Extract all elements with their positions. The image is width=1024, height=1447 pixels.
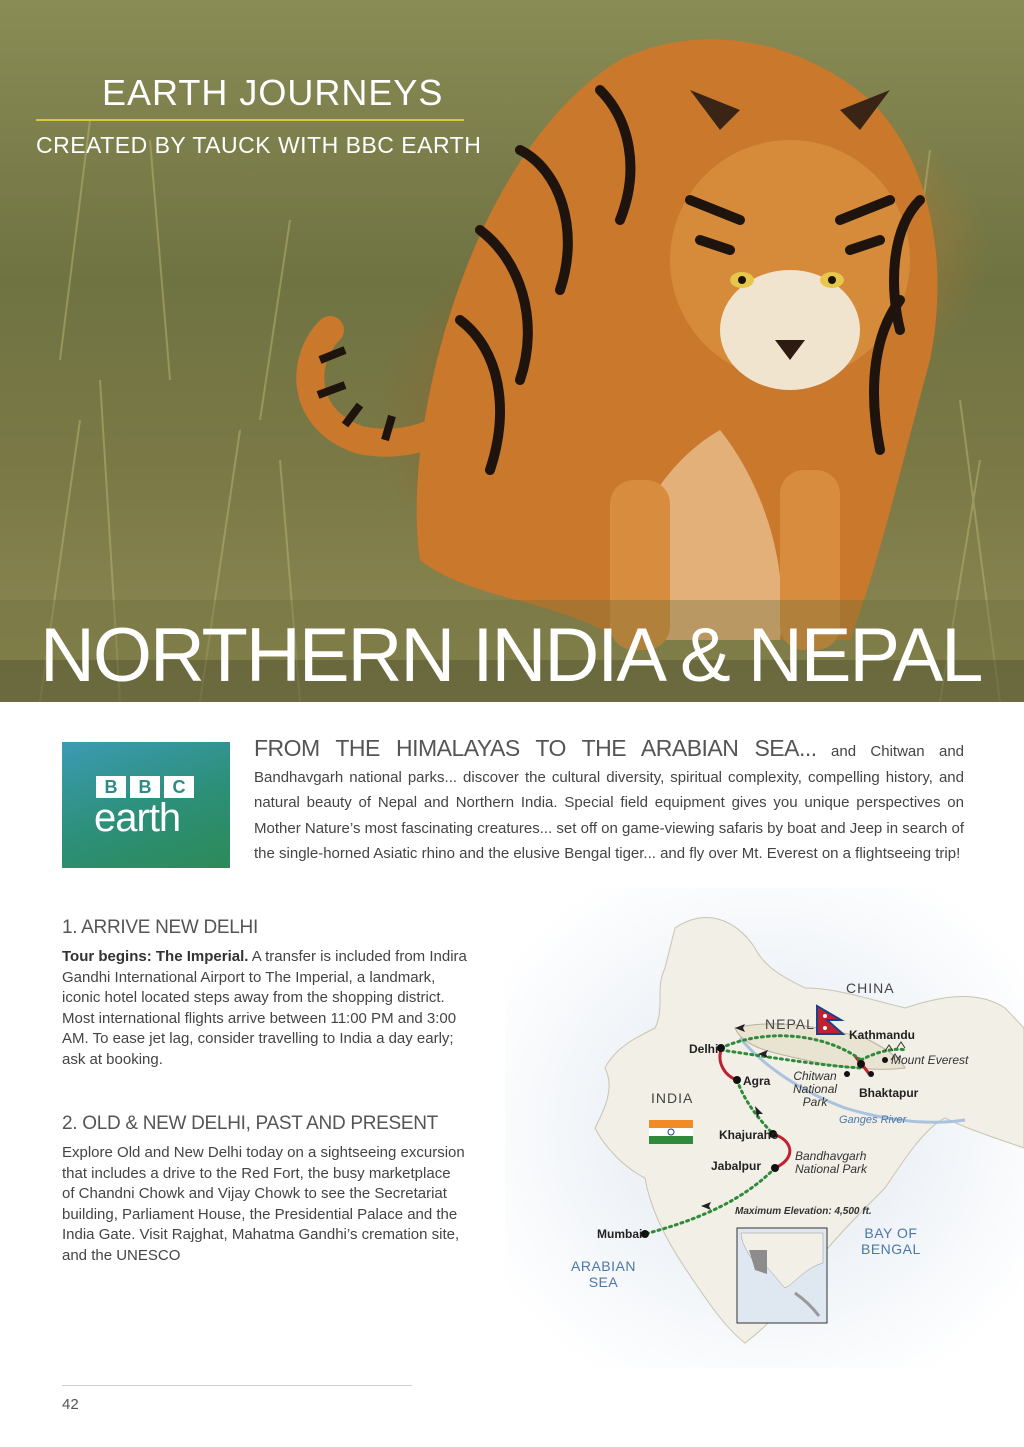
label-india: INDIA	[651, 1090, 694, 1106]
bbc-block-c: C	[164, 776, 194, 798]
kathmandu-marker	[857, 1060, 865, 1068]
page-title: NORTHERN INDIA & NEPAL	[40, 613, 982, 698]
bbc-block-b1: B	[96, 776, 126, 798]
day-1-title: 1. ARRIVE NEW DELHI	[62, 917, 258, 938]
bhaktapur-marker	[868, 1071, 874, 1077]
label-arabian-sea	[571, 1258, 636, 1290]
bengal-line-2: BENGAL	[861, 1241, 921, 1257]
route-map	[505, 888, 1024, 1368]
chitwan-marker	[844, 1071, 850, 1077]
hero-image	[0, 0, 1024, 702]
intro-body: and Chitwan and Bandhavgarh national parks... discover the cultural diversity, spiritual complexity, compelling history, and natural beauty of Nepal and Northern India. Special field equipment gives you unique perspectives on Mother Nature’s most fascinating creatures... set off on game-viewing safaris by boat and Jeep in search of the single-horned Asiatic rhino and the elusive Bengal tiger... and fly over Mt. Everest on a flightseeing trip!	[254, 743, 964, 863]
label-ganges-river: Ganges River	[839, 1114, 907, 1126]
label-bhaktapur: Bhaktapur	[859, 1086, 919, 1100]
day-1-text	[62, 947, 467, 1071]
label-bandhavgarh-park	[795, 1150, 867, 1176]
bbc-earth-wordmark: earth	[94, 796, 181, 840]
label-nepal: NEPAL	[765, 1016, 815, 1032]
jabalpur-marker	[771, 1164, 779, 1172]
arabian-line-1: ARABIAN	[571, 1258, 636, 1274]
arabian-line-2: SEA	[588, 1274, 619, 1290]
day-2-title: 2. OLD & NEW DELHI, PAST AND PRESENT	[62, 1113, 438, 1134]
label-bay-of-bengal	[861, 1225, 921, 1257]
day-2	[62, 1113, 467, 1267]
inset-map	[737, 1228, 827, 1323]
intro-paragraph	[254, 736, 964, 867]
bbc-blocks	[96, 776, 194, 798]
footer-divider	[62, 1385, 412, 1386]
day-2-body: Explore Old and New Delhi today on a sightseeing excursion that includes a drive to the Red Fort, the busy marketplace of Chandni Chowk and Vijay Chowk to see the Secretariat building, Parliament House, the Presidential Palace and the India Gate. Visit Rajghat, Mahatma Gandhi’s cremation site, and the UNESCO	[62, 1144, 465, 1264]
label-chitwan-park	[793, 1070, 837, 1109]
everest-marker	[882, 1057, 888, 1063]
page-number: 42	[62, 1396, 79, 1413]
brand-divider	[36, 119, 464, 121]
bandhavgarh-line-2: National Park	[795, 1162, 868, 1176]
brand-title: EARTH JOURNEYS	[102, 72, 444, 113]
label-mumbai: Mumbai	[597, 1227, 643, 1241]
label-delhi: Delhi	[689, 1042, 719, 1056]
india-flag-icon	[649, 1120, 693, 1144]
day-1-lead: Tour begins: The Imperial.	[62, 948, 249, 965]
day-1-body: A transfer is included from Indira Gandhi International Airport to The Imperial, a landmark, iconic hotel located steps away from the shopping district. Most international flights arrive between 11:00 PM and 3:00 AM. To ease jet lag, consider travelling to India a day early; ask at booking.	[62, 948, 467, 1068]
label-max-elevation: Maximum Elevation: 4,500 ft.	[735, 1206, 872, 1217]
intro-heading: FROM THE HIMALAYAS TO THE ARABIAN SEA...	[254, 735, 817, 761]
label-khajuraho: Khajuraho	[719, 1128, 779, 1142]
chitwan-line-3: Park	[802, 1095, 828, 1109]
label-agra: Agra	[743, 1074, 771, 1088]
brand-subtitle: CREATED BY TAUCK WITH BBC EARTH	[36, 132, 482, 158]
day-1	[62, 917, 467, 1071]
bengal-line-1: BAY OF	[864, 1225, 918, 1241]
label-mount-everest: Mount Everest	[891, 1053, 969, 1067]
bbc-earth-logo	[62, 742, 230, 868]
intro	[254, 736, 964, 867]
chitwan-line-1: Chitwan	[793, 1069, 837, 1083]
agra-marker	[733, 1076, 741, 1084]
label-jabalpur: Jabalpur	[711, 1159, 762, 1173]
bandhavgarh-line-1: Bandhavgarh	[795, 1149, 867, 1163]
bbc-block-b2: B	[130, 776, 160, 798]
label-china: CHINA	[846, 980, 895, 996]
label-kathmandu: Kathmandu	[849, 1028, 915, 1042]
chitwan-line-2: National	[793, 1082, 838, 1096]
